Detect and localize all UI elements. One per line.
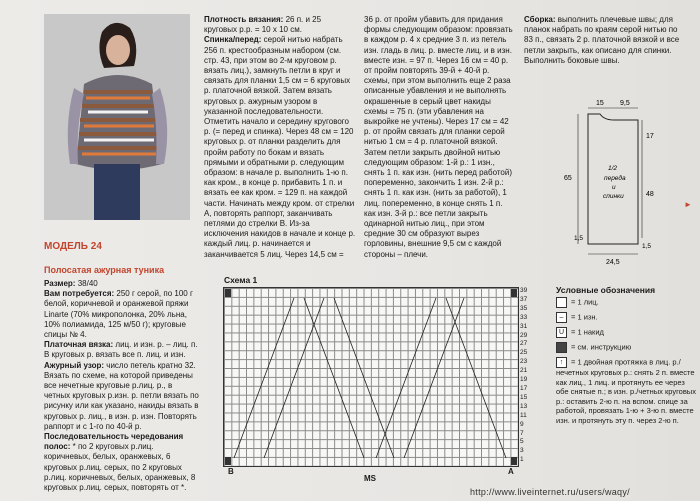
caption-line-2: переда [604, 175, 626, 182]
row-number: 3 [520, 447, 524, 455]
yarnover-symbol: U [556, 327, 567, 338]
assembly-label: Сборка: [524, 15, 556, 24]
dim-bottom-width: 24,5 [606, 259, 620, 266]
legend-item-yarnover: U = 1 накид [556, 327, 696, 338]
row-number: 33 [520, 313, 528, 321]
need-label: Вам потребуется: [44, 289, 115, 299]
stripes-label: Последовательность чередования полос: [44, 432, 184, 452]
middle-text-column-2 [364, 15, 516, 260]
row-number: 17 [520, 384, 528, 392]
row-numbers [520, 287, 527, 465]
instruction-symbol [556, 342, 567, 353]
dim-top-right: 9,5 [620, 100, 630, 107]
lace-value: число петель кратно 32. Вязать по схеме, на которой приведены все нечетные круговые р.лиц. р., в четных круговых р.изн. р. петли вязать по рисунку или как указано, накиды вязать в круговых р. лиц., в изн. р. изн. Повторять раппорт и с 1-го по 40-й р. [44, 360, 199, 431]
row-number: 9 [520, 420, 524, 428]
model-photo [44, 14, 190, 220]
left-text-column [44, 279, 199, 493]
axis-a: A [508, 467, 514, 476]
row-number: 19 [520, 376, 528, 384]
dim-hem-left: 1,5 [574, 235, 584, 242]
dim-lower: 48 [646, 191, 654, 198]
pattern-diagram [556, 88, 686, 268]
legend-item-double-decrease: ↑ = 1 двойная протяжка в лиц. р./нечетных круговых р.: снять 2 п. вместе как лиц., 1 лиц. и протянуть ее через обе снятые п.; в изн. р./четных круговых р.: оставить 2-ю п. на вспом. спице за работой, провязать 1-ю + 3-ю п. вместе изн. и протянуть эту п. через 2-ю п. [556, 357, 696, 425]
legend-item-purl: – = 1 изн. [556, 312, 696, 323]
caption-line-4: спинки [603, 193, 624, 200]
dim-top-left: 15 [596, 100, 604, 107]
mid2-text: 36 р. от пройм убавить для придания формы следующим образом: провязать в каждом р. 4 х средние 3 п. из петель изн. гладь в лиц. р. вместе лиц. и в изн. вместе изн. = 97 п. Через 16 см = 40 р. от пройм повторять 39-й + 40-й р. схемы, при этом выполнить еще 2 раза описанные убавления и не выполнять окрашенные в серый цвет накиды схемы = 75 п. (эти убавления на выкройке не учтены). Через 17 см = 42 р. от пройм связать для планки серой нитью 1 см = 4 р. платочной вязкой. Затем петли закрыть двойной нитью следующим образом: 1-й р.: 1 изн., снять 1 п. как изн. (нить перед работой) попеременно, закончить 1 изн. 2-й р.: снять 1 п. как изн. (нить за работой), 1 лиц. попеременно, в конце снять 1 п. как изн. 3-й р.: все петли закрыть одинарной нитью лиц., при этом средние 30 см образуют вырез горловины, внешние 9,5 см с каждой стороны – плечи. [364, 15, 513, 259]
stripes-value: * по 2 круговых р.лиц. коричневых, белых, оранжевых, 6 круговых р.лиц. серых, по 2 круговых р.лиц. коричневых, белых, оранжевых, 8 круговых р.лиц. серых, повторять от *. [44, 442, 196, 493]
row-number: 1 [520, 456, 524, 464]
dim-body-height: 65 [564, 175, 572, 182]
source-url: http://www.liveinternet.ru/users/waqy/ [470, 487, 630, 497]
size-label: Размер: [44, 279, 76, 288]
dim-hem-right: 1,5 [642, 243, 652, 250]
legend-title: Условные обозначения [556, 285, 656, 295]
caption-line-1: 1/2 [608, 165, 618, 172]
purl-symbol: – [556, 312, 567, 323]
chart-grid [223, 287, 519, 467]
row-number: 25 [520, 349, 528, 357]
back-value: серой нитью набрать 256 п. крестообразным набором (см. стр. 43, при этом во 2-м круговом р. вязать лиц.), замкнуть петли в круг и связать для планки 1,5 см = 6 круговых р. платочной вязкой. Затем вязать круговых р. ажурным узором в указанной последовательности. Отметить начало и середину кругового р. (= перед и спинка). Через 48 см = 120 круговых р. от планки разделить для пройм работу по бокам и вязать прямыми и обратными р. следующим образом: в начале р. выполнить 1-ю п. как кром., в конце р. прибавить 1 п. и вязать ее как кром. = 129 п. на каждой части. Начинать между кром. от стрелки А, повторять раппорт, заканчивать петлями до стрелки В. Из-за исключения накидов в начале и конце р. каждый лиц. р. начинается и заканчивается 5 лиц. Через 14,5 см = [204, 35, 356, 259]
knit-symbol [556, 297, 567, 308]
size-value: 38/40 [77, 279, 98, 288]
schema-title: Схема 1 [224, 275, 258, 285]
density-label: Плотность вязания: [204, 15, 284, 24]
model-title: Полосатая ажурная туника [44, 265, 165, 275]
row-number: 23 [520, 358, 528, 366]
row-number: 27 [520, 340, 528, 348]
row-number: 7 [520, 429, 524, 437]
dim-armhole: 17 [646, 133, 654, 140]
middle-text-column-1 [204, 15, 356, 260]
double-decrease-symbol: ↑ [556, 357, 567, 368]
legend [556, 297, 696, 429]
lace-label: Ажурный узор: [44, 360, 105, 370]
legend-item-instruction: = см. инструкцию [556, 342, 696, 353]
need-value: 250 г серой, по 100 г белой, коричневой и оранжевой пряжи Linarte (70% микрополонка, 20% льна, 10% полиамида, 125 м/50 г); круговые спицы № 4. [44, 289, 193, 340]
chart-symbols [224, 288, 518, 466]
row-number: 5 [520, 438, 524, 446]
axis-b: B [228, 467, 234, 476]
plain-value: лиц. и изн. р. – лиц. п. В круговых р. вязать все п. лиц. и изн. [44, 340, 198, 360]
density-value: 26 п. и 25 круговых р.р. = 10 х 10 см. [204, 15, 322, 35]
row-number: 21 [520, 367, 528, 375]
row-number: 13 [520, 402, 528, 410]
row-number: 39 [520, 287, 528, 294]
row-number: 15 [520, 393, 528, 401]
caption-line-3: и [612, 184, 616, 191]
axis-ms: MS [364, 474, 376, 483]
row-number: 31 [520, 322, 528, 330]
tunic-photo-illustration [44, 14, 190, 220]
legend-item-knit: = 1 лиц. [556, 297, 696, 308]
assembly-text [524, 15, 682, 66]
plain-label: Платочная вязка: [44, 340, 114, 350]
back-label: Спинка/перед: [204, 35, 262, 45]
model-number: МОДЕЛЬ 24 [44, 241, 102, 252]
row-number: 35 [520, 304, 528, 312]
row-number: 29 [520, 331, 528, 339]
assembly-value: выполнить плечевые швы; для планок набрать по краям серой нитью по 83 п., связать 2 р. платочной вязкой и все петли закрыть, как описано для спинки. Выполнить боковые швы. [524, 15, 680, 65]
side-tab: ► [684, 200, 692, 209]
row-number: 11 [520, 411, 527, 419]
row-number: 37 [520, 295, 528, 303]
